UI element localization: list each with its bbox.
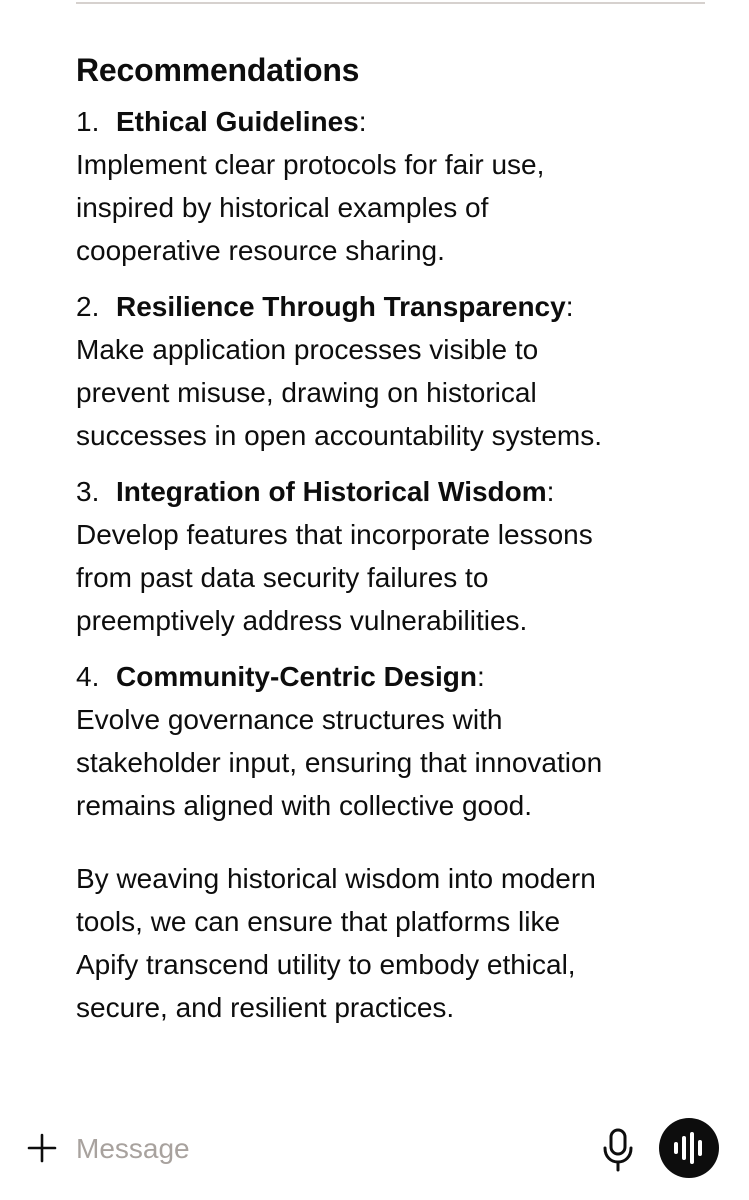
- recommendation-description: [76, 513, 716, 642]
- description-line: stakeholder input, ensuring that innovation: [76, 747, 603, 778]
- recommendation-item-1: [76, 101, 716, 272]
- recommendation-heading: [76, 471, 716, 513]
- recommendation-heading: [76, 656, 716, 698]
- description-line: cooperative resource sharing.: [76, 235, 445, 266]
- description-line: Implement clear protocols for fair use,: [76, 149, 545, 180]
- description-line: remains aligned with collective good.: [76, 790, 533, 821]
- closing-line: tools, we can ensure that platforms like: [76, 906, 561, 937]
- section-heading: Recommendations: [76, 52, 360, 88]
- closing-paragraph: [76, 857, 716, 1029]
- microphone-icon: [600, 1127, 636, 1173]
- voice-mode-button[interactable]: [659, 1118, 719, 1178]
- recommendation-description: [76, 143, 716, 272]
- description-line: Make application processes visible to: [76, 334, 539, 365]
- message-composer: [0, 1115, 749, 1185]
- top-divider: [76, 2, 705, 4]
- closing-line: secure, and resilient practices.: [76, 992, 455, 1023]
- title-colon: :: [476, 661, 485, 692]
- title-colon: :: [546, 476, 555, 507]
- message-input[interactable]: [76, 1127, 546, 1171]
- recommendation-title: Integration of Historical Wisdom: [116, 476, 547, 507]
- description-line: successes in open accountability systems.: [76, 420, 603, 451]
- recommendation-description: [76, 328, 716, 457]
- list-number: 2.: [76, 291, 100, 322]
- closing-line: By weaving historical wisdom into modern: [76, 863, 596, 894]
- description-line: prevent misuse, drawing on historical: [76, 377, 537, 408]
- dictate-button[interactable]: [600, 1127, 636, 1173]
- list-number: 4.: [76, 661, 100, 692]
- plus-icon: [26, 1132, 58, 1164]
- recommendation-title: Ethical Guidelines: [116, 106, 359, 137]
- voice-waveform-icon: [659, 1118, 719, 1178]
- list-number: 3.: [76, 476, 100, 507]
- recommendation-heading: [76, 286, 716, 328]
- description-line: preemptively address vulnerabilities.: [76, 605, 528, 636]
- title-colon: :: [358, 106, 367, 137]
- closing-line: Apify transcend utility to embody ethical,: [76, 949, 576, 980]
- description-line: Develop features that incorporate lessons: [76, 519, 593, 550]
- add-attachment-button[interactable]: [26, 1132, 58, 1164]
- recommendation-title: Resilience Through Transparency: [116, 291, 566, 322]
- recommendation-title: Community-Centric Design: [116, 661, 477, 692]
- assistant-message: [76, 50, 716, 1029]
- title-colon: :: [565, 291, 574, 322]
- description-line: inspired by historical examples of: [76, 192, 489, 223]
- recommendation-item-4: [76, 656, 716, 827]
- description-line: Evolve governance structures with: [76, 704, 503, 735]
- recommendations-list: [76, 101, 716, 827]
- recommendation-item-3: [76, 471, 716, 642]
- list-number: 1.: [76, 106, 100, 137]
- recommendation-item-2: [76, 286, 716, 457]
- description-line: from past data security failures to: [76, 562, 489, 593]
- recommendation-heading: [76, 101, 716, 143]
- recommendation-description: [76, 698, 716, 827]
